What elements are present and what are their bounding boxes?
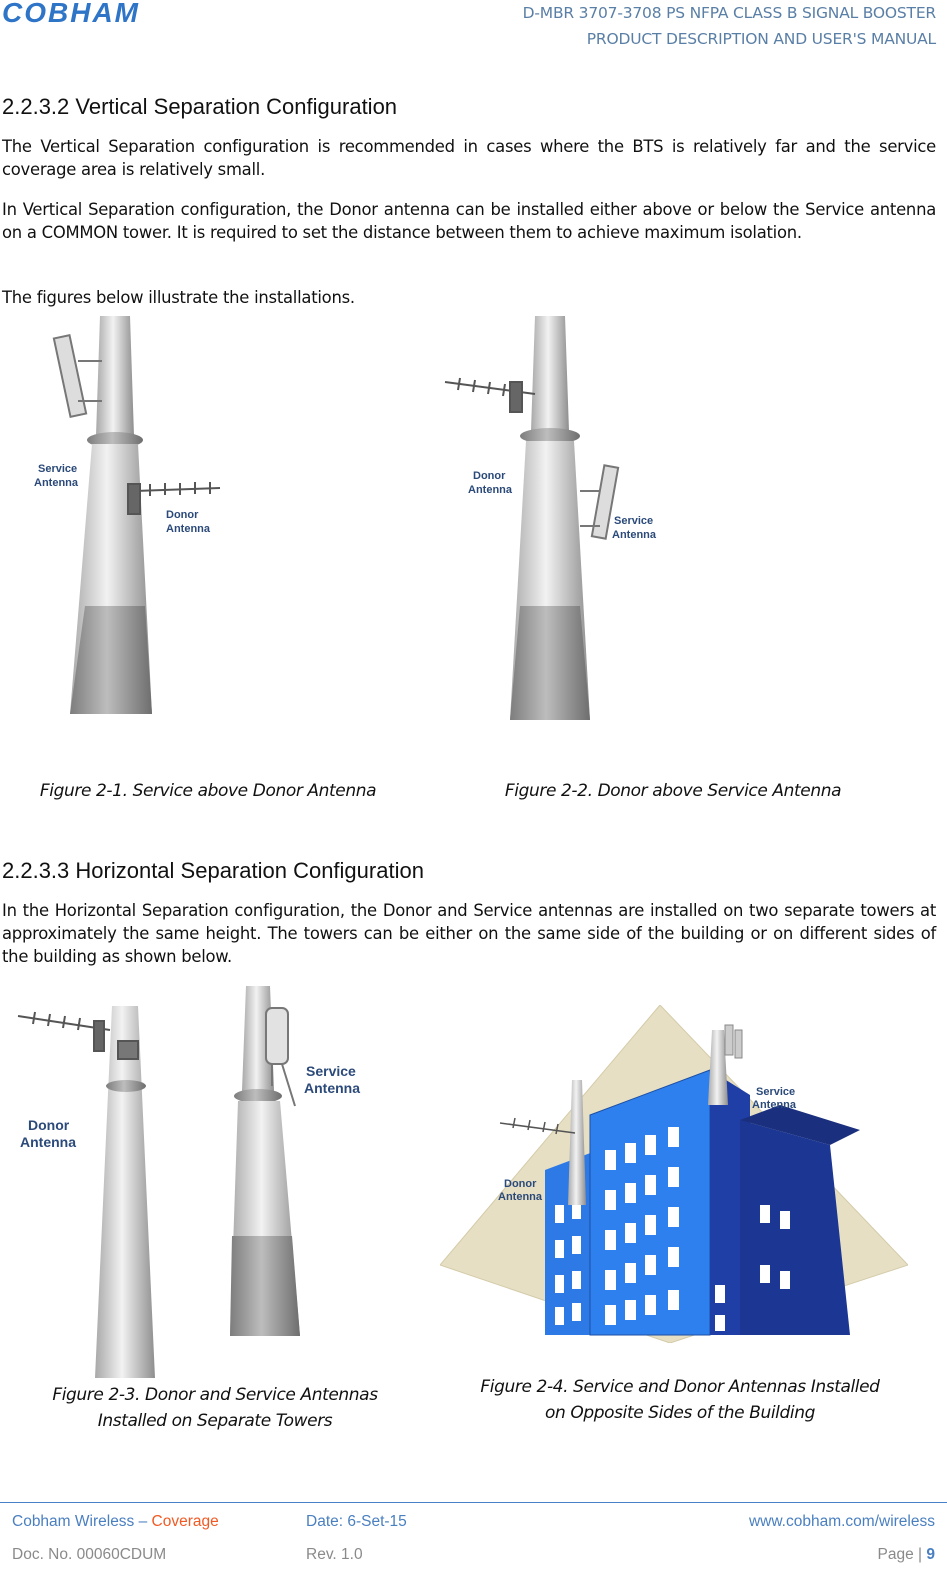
fig2-service-label-2: Antenna [612,529,656,541]
svg-text:ServiceAntenna [612,515,657,541]
section-heading-vertical: 2.2.3.2 Vertical Separation Configuration [2,94,398,119]
figure-2-3-caption [10,1382,420,1434]
fig2-donor-label-2: Antenna [468,484,512,496]
figure-2-4-caption-line1: Figure 2-4. Service and Donor Antennas Installed [480,1377,880,1397]
figure-2-2-caption: Figure 2-2. Donor above Service Antenna [504,781,842,801]
figure-donor-above-service [440,316,665,720]
fig4-service-label-1: Service [756,1086,796,1098]
fig1-donor-label-2: Antenna [166,523,210,535]
fig4-service-label-2: Antenna [752,1099,796,1111]
footer-website-link[interactable]: www.cobham.com/wireless [748,1513,935,1530]
paragraph-vertical-detail: In Vertical Separation configuration, the Donor antenna can be installed either above or below the Service antenna on a COMMON tower. It is required to set the distance between them to achieve maximum isolation. [2,200,936,242]
fig2-service-label-1: Service [614,515,654,527]
fig1-service-label-2: Antenna [34,477,78,489]
cobham-logo [0,0,200,26]
footer-company-name: Cobham Wireless [12,1513,135,1530]
footer-revision: Rev. 1.0 [306,1546,363,1563]
fig2-donor-label-1: Donor [473,470,506,482]
fig4-donor-label-1: Donor [504,1178,537,1190]
paragraph-horizontal-intro: In the Horizontal Separation configuration, the Donor and Service antennas are installed on two separate towers at approximately the same height. The towers can be either on the same side of the building or on different sides of the building as shown below. [2,901,936,966]
footer-page-number: 9 [926,1546,935,1563]
svg-text:ServiceAntenna [304,1063,360,1096]
footer-page-label: Page | [877,1546,927,1563]
header-title-line1: D-MBR 3707-3708 PS NFPA CLASS B SIGNAL BOOSTER [522,4,936,22]
figure-opposite-sides-building [440,1005,908,1343]
figure-2-1-caption: Figure 2-1. Service above Donor Antenna [39,781,377,801]
fig3-donor-label-2: Antenna [20,1134,76,1150]
fig1-service-label-1: Service [38,463,78,475]
svg-text:ServiceAntenna [34,463,79,489]
figure-separate-towers [10,986,395,1378]
svg-text:ServiceAntenna [752,1086,797,1111]
svg-text:DonorAntenna [468,470,513,496]
footer-page [878,1546,935,1564]
header-title-line2: PRODUCT DESCRIPTION AND USER'S MANUAL [586,30,936,48]
footer-date: Date: 6-Set-15 [306,1513,407,1530]
svg-text:DonorAntenna [166,509,211,535]
fig3-donor-label-1: Donor [28,1117,70,1133]
figure-2-4-caption-line2: on Opposite Sides of the Building [545,1403,815,1423]
logo-text: COBHAM [2,0,140,26]
figure-2-4-caption [440,1374,920,1426]
paragraph-figures-intro: The figures below illustrate the installations. [2,288,355,307]
paragraph-vertical-intro: The Vertical Separation configuration is recommended in cases where the BTS is relatively far and the service coverage area is relatively small. [2,137,936,179]
figure-2-3-caption-line1: Figure 2-3. Donor and Service Antennas [52,1385,378,1405]
fig3-service-label-2: Antenna [304,1080,360,1096]
figure-service-above-donor [30,316,230,714]
section-heading-horizontal: 2.2.3.3 Horizontal Separation Configuration [2,858,424,883]
footer-doc-number: Doc. No. 00060CDUM [12,1546,167,1563]
footer-dash: – [134,1513,152,1530]
fig4-donor-label-2: Antenna [498,1191,542,1203]
footer-divider [0,1502,947,1503]
fig1-donor-label-1: Donor [166,509,199,521]
figure-2-3-caption-line2: Installed on Separate Towers [97,1411,333,1431]
svg-text:DonorAntenna [20,1117,76,1150]
footer-company [12,1513,219,1531]
document-header [523,0,936,52]
fig3-service-label-1: Service [306,1063,356,1079]
footer-division: Coverage [151,1513,219,1530]
svg-text:DonorAntenna [498,1178,543,1203]
